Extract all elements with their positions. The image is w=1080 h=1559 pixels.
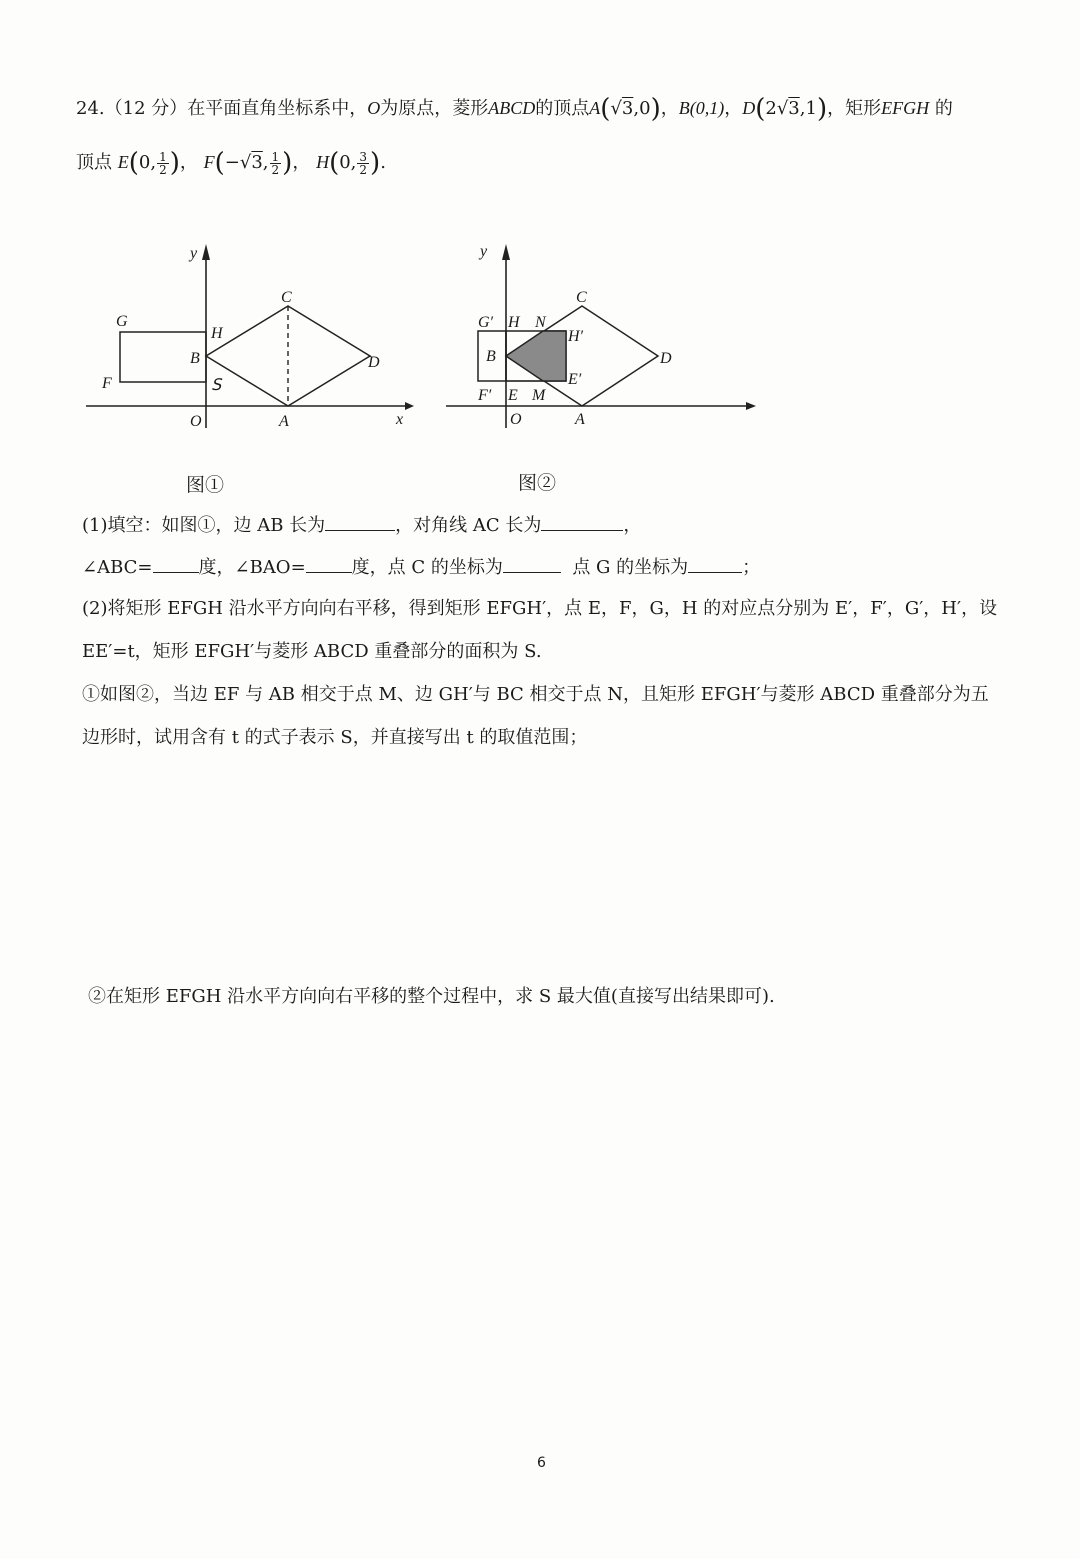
label-f: F [102, 375, 112, 392]
coord-lead: 0, [339, 152, 357, 173]
label-h: H [508, 314, 520, 331]
x-axis-arrow [405, 402, 414, 410]
denominator: 2 [271, 162, 280, 177]
rhombus-name: ABCD [488, 98, 536, 118]
q2-line-1: (2)将矩形 EFGH 沿水平方向向右平移，得到矩形 EFGH′，点 E，F，G，H 的对应点分别为 E′，F′，G′，H′，设 [82, 598, 998, 619]
label-c: C [281, 289, 292, 306]
q1-line-2 [82, 554, 760, 580]
problem-number: 24. [76, 98, 105, 119]
label-g-prime: G′ [478, 314, 494, 331]
label-n: N [535, 314, 546, 331]
label-e-prime: E′ [568, 371, 582, 388]
intro-text: 的顶点 [535, 98, 590, 119]
label-a: A [279, 413, 289, 430]
point-a: A [589, 98, 601, 118]
paren: ( [329, 148, 340, 178]
page-number: 6 [537, 1455, 546, 1471]
coord-lead: 2 [765, 98, 777, 119]
fraction [157, 151, 169, 176]
label-d: D [368, 354, 380, 371]
label-c: C [576, 289, 587, 306]
denominator: 2 [359, 162, 368, 177]
paren: ( [600, 94, 611, 124]
answer-blank[interactable] [503, 554, 561, 573]
label-x: x [396, 411, 404, 428]
figure-1-caption: 图① [186, 474, 225, 496]
figure-2 [440, 230, 770, 440]
label-y: y [480, 243, 488, 260]
q1-text: (1)填空：如图①，边 AB 长为 [82, 515, 326, 536]
label-d: D [660, 350, 672, 367]
label-o: O [190, 413, 202, 430]
q2-line-2: EE′=t，矩形 EFGH′与菱形 ABCD 重叠部分的面积为 S. [82, 641, 542, 662]
fraction [357, 151, 369, 176]
point-e: E [117, 152, 129, 172]
paren: ( [755, 94, 766, 124]
overlap-region [506, 331, 566, 381]
radicand: 3 [621, 98, 634, 119]
coord-lead: − [224, 152, 240, 173]
q2-sub1-line-2: 边形时，试用含有 t 的式子表示 S，并直接写出 t 的取值范围； [82, 727, 588, 748]
y-axis-arrow [202, 244, 210, 260]
label-a: A [575, 411, 585, 428]
label-m: M [532, 387, 546, 404]
q1-text: ； [742, 557, 761, 578]
label-e: ꓢ [211, 377, 222, 394]
problem-score: （12 分） [104, 98, 188, 119]
x-axis-arrow [746, 402, 756, 410]
answer-blank[interactable] [153, 554, 199, 573]
point-h: H [316, 152, 330, 172]
label-e: E [508, 387, 518, 404]
paren: ) [282, 148, 293, 178]
paren: ) [816, 94, 828, 124]
figure-1 [80, 230, 420, 440]
answer-blank[interactable] [306, 554, 352, 573]
q2-sub1-line-1: ①如图②，当边 EF 与 AB 相交于点 M、边 GH′与 BC 相交于点 N，且矩形 EFGH′与菱形 ABCD 重叠部分为五 [82, 684, 989, 705]
radicand: 3 [251, 152, 263, 173]
label-h-prime: H′ [568, 328, 584, 345]
y-axis-arrow [502, 244, 510, 260]
paren: ) [370, 148, 381, 178]
q1-line-1 [82, 512, 641, 538]
q1-text: 度，∠BAO= [198, 557, 306, 578]
point-f: F [203, 152, 215, 172]
q1-text: 度，点 C 的坐标为 [351, 557, 503, 578]
paren: ) [169, 148, 180, 178]
coord-lead: 0, [138, 152, 157, 173]
label-b: B [190, 350, 200, 367]
fraction [270, 151, 282, 176]
label-y: y [190, 245, 198, 262]
label-f-prime: F′ [478, 387, 492, 404]
answer-blank[interactable] [541, 512, 623, 531]
figure-2-caption: 图② [518, 472, 557, 494]
problem-line-2: 顶点 E(0, $\frac{1}{2}$ )， F(−√3, $\frac{1}{2}$ )， H(0, $\frac{3}{2}$ ). [76, 148, 386, 178]
answer-blank[interactable] [688, 554, 742, 573]
numerator: 1 [271, 149, 280, 164]
numerator: 1 [159, 149, 167, 164]
label-o: O [510, 411, 522, 428]
origin-var: O [367, 98, 381, 118]
q2-sub2: ②在矩形 EFGH 沿水平方向向右平移的整个过程中，求 S 最大值(直接写出结果即可). [88, 986, 775, 1007]
coord-tail: ,0 [633, 98, 651, 119]
intro-text: 顶点 [76, 152, 112, 173]
radicand: 3 [788, 98, 800, 119]
problem-line-1: 24.（12 分）在平面直角坐标系中，O为原点，菱形ABCD的顶点A(√3,0)，B(0,1)，D(2√3,1)，矩形EFGH 的 [76, 94, 953, 124]
label-g: G [116, 313, 128, 330]
point-b: B(0,1) [678, 98, 725, 118]
coord-mid: , [262, 152, 269, 173]
intro-text: 为原点，菱形 [380, 98, 489, 119]
q1-text: ，对角线 AC 长为 [395, 515, 542, 536]
label-b: B [486, 348, 496, 365]
numerator: 3 [359, 149, 368, 164]
intro-text: 的 [934, 98, 953, 119]
paren: ) [650, 94, 661, 124]
answer-blank[interactable] [325, 512, 395, 531]
intro-text: 在平面直角坐标系中， [187, 98, 368, 119]
q1-text: ， [623, 515, 642, 536]
rect-name: EFGH [881, 98, 930, 118]
coord-tail: ,1 [799, 98, 817, 119]
label-h: H [211, 325, 223, 342]
q1-text: 点 G 的坐标为 [572, 557, 689, 578]
point-d: D [742, 98, 756, 118]
intro-text: ，矩形 [827, 98, 882, 119]
denominator: 2 [159, 162, 167, 177]
q1-text: ∠ABC= [82, 557, 153, 578]
paren: ( [214, 148, 225, 178]
paren: ( [128, 148, 139, 178]
